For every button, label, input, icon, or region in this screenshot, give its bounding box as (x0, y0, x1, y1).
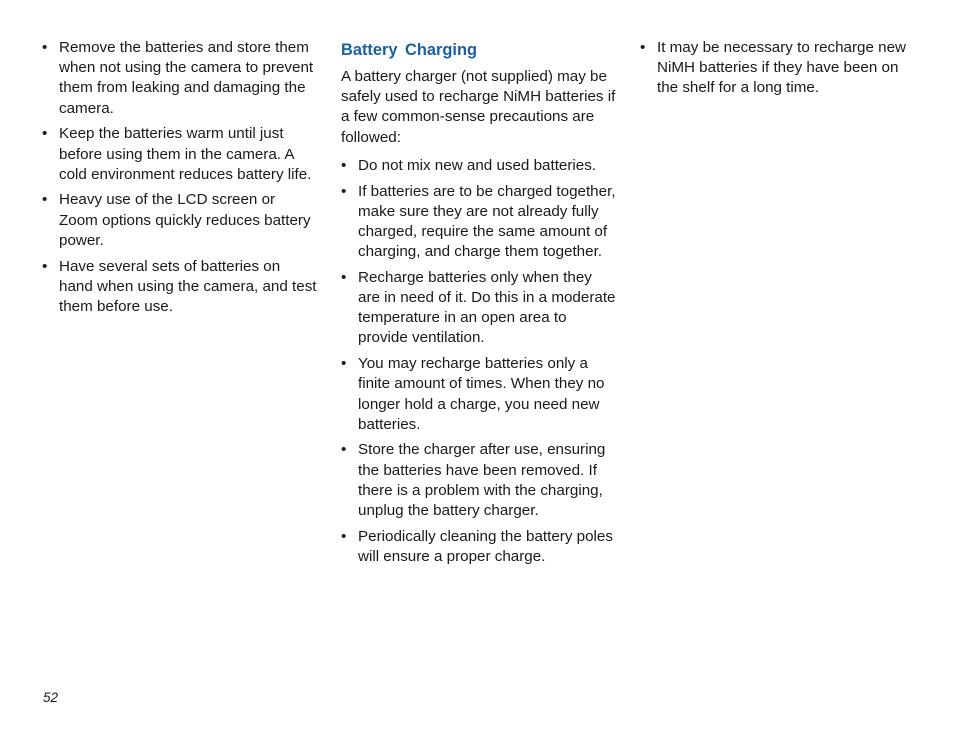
bullet-icon: • (42, 257, 48, 275)
list-item-text: Remove the batteries and store them when not using the camera to prevent them from leaking and damaging the camera. (59, 39, 314, 117)
bullet-icon: • (42, 39, 48, 56)
section-heading: Battery Charging (341, 41, 477, 59)
list-item-text: If batteries are to be charged together, make sure they are not already fully charged, require the same amount of charging, and charge them together. (358, 182, 616, 261)
bullet-icon: • (42, 125, 48, 143)
bullet-icon: • (341, 527, 347, 545)
list-item (42, 38, 318, 119)
bullet-icon: • (341, 441, 347, 459)
list-item-text: Do not mix new and used batteries. (358, 156, 597, 174)
list-item (341, 182, 616, 263)
battery-tips-list (42, 38, 318, 317)
intro-paragraph: A battery charger (not supplied) may be safely used to recharge NiMH batteries if a few common-sense precautions are followed: (341, 68, 616, 146)
list-item-text: Recharge batteries only when they are in need of it. Do this in a moderate temperature in an open area to provide ventilation. (358, 268, 616, 347)
list-item (341, 268, 616, 349)
charging-precautions-list (341, 156, 616, 567)
bullet-icon: • (42, 191, 48, 209)
list-item (341, 440, 616, 521)
bullet-icon: • (640, 39, 646, 56)
recharge-note-list (640, 38, 912, 99)
bullet-icon: • (341, 268, 347, 286)
right-column (640, 38, 912, 104)
list-item-text: You may recharge batteries only a finite amount of times. When they no longer hold a charge, you need new batteries. (358, 355, 605, 433)
list-item-text: It may be necessary to recharge new NiMH batteries if they have been on the shelf for a long time. (657, 39, 907, 97)
list-item (42, 257, 318, 318)
list-item (341, 354, 616, 435)
list-item-text: Store the charger after use, ensuring the batteries have been removed. If there is a problem with the charging, unplug the battery charger. (358, 441, 606, 520)
list-item (341, 527, 616, 567)
page-number: 52 (43, 690, 59, 705)
list-item (42, 124, 318, 185)
bullet-icon: • (341, 355, 347, 373)
list-item-text: Periodically cleaning the battery poles will ensure a proper charge. (358, 527, 613, 565)
list-item-text: Heavy use of the LCD screen or Zoom options quickly reduces battery power. (59, 191, 311, 249)
list-item (341, 156, 616, 176)
list-item (42, 190, 318, 251)
list-item-text: Keep the batteries warm until just before using them in the camera. A cold environment reduces battery life. (59, 125, 312, 183)
middle-column (341, 38, 616, 573)
bullet-icon: • (341, 156, 347, 174)
list-item (640, 38, 912, 99)
list-item-text: Have several sets of batteries on hand when using the camera, and test them before use. (59, 257, 317, 315)
left-column (42, 38, 318, 323)
bullet-icon: • (341, 182, 347, 200)
